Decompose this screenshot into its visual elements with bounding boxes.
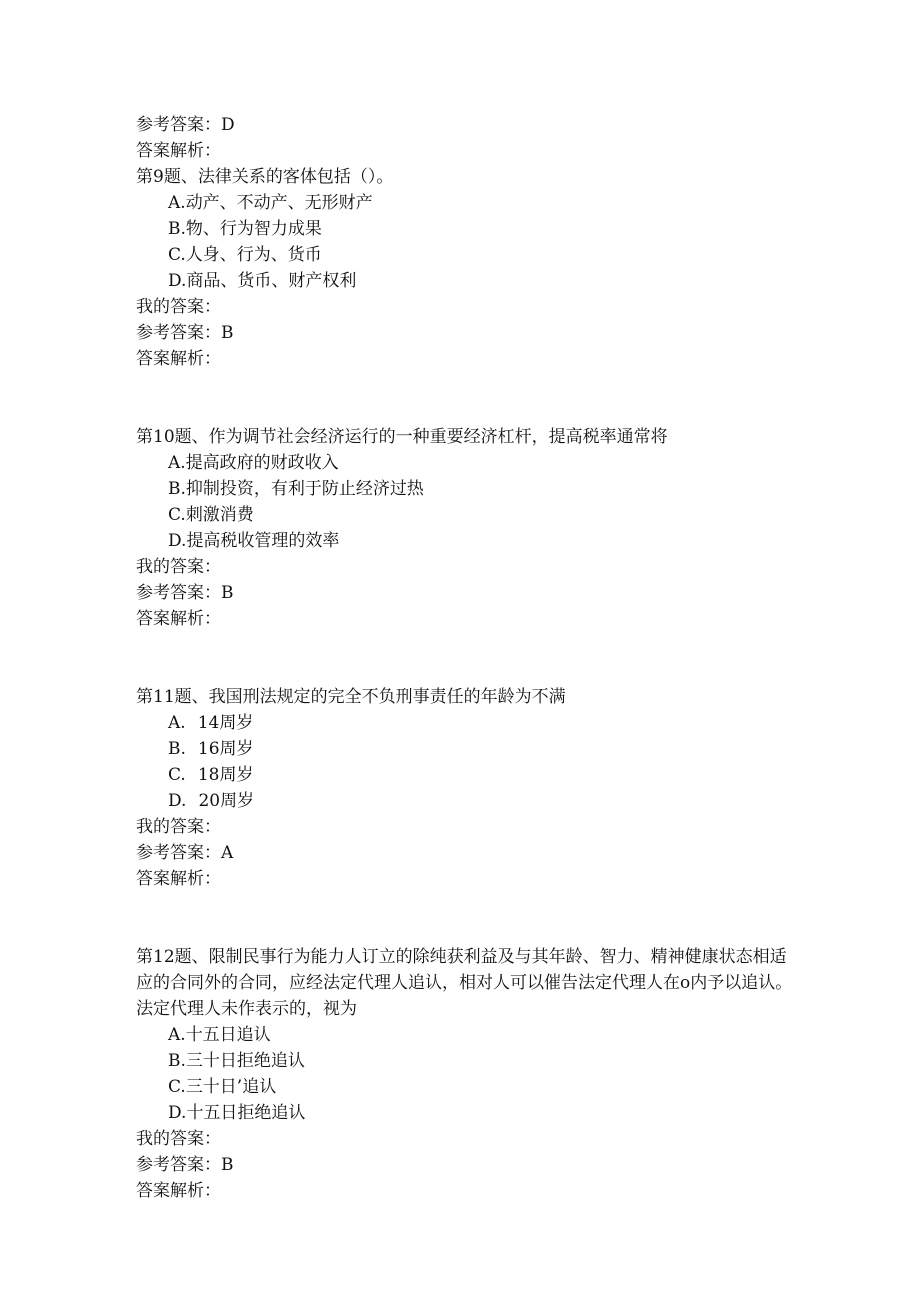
my-answer: 我的答案： <box>136 297 221 317</box>
option-b: B.抑制投资，有利于防止经济过热 <box>168 479 424 499</box>
analysis: 答案解析： <box>136 609 221 629</box>
analysis-prev: 答案解析： <box>136 141 221 161</box>
my-answer: 我的答案： <box>136 1129 221 1149</box>
question-12 <box>136 944 793 1204</box>
question-9 <box>136 164 786 372</box>
option-d: D.提高税收管理的效率 <box>168 531 340 551</box>
option-c: C.三十日’追认 <box>168 1077 277 1097</box>
option-d: D.十五日拒绝追认 <box>168 1103 306 1123</box>
ref-answer-prev: 参考答案：D <box>136 115 235 135</box>
ref-answer: 参考答案：B <box>136 583 234 603</box>
option-a: A. 14周岁 <box>168 713 254 733</box>
option-b: B. 16周岁 <box>168 739 254 759</box>
analysis: 答案解析： <box>136 1181 221 1201</box>
question-stem-line-1: 第12题、限制民事行为能力人订立的除纯获利益及与其年龄、智力、精神健康状态相适 <box>136 947 787 967</box>
option-a: A.动产、不动产、无形财产 <box>168 193 373 213</box>
ref-answer: 参考答案：A <box>136 843 234 863</box>
analysis: 答案解析： <box>136 869 221 889</box>
spacer <box>136 372 786 424</box>
exam-document <box>136 112 793 1204</box>
question-11 <box>136 684 786 892</box>
question-stem: 第11题、我国刑法规定的完全不负刑事责任的年龄为不满 <box>136 687 566 707</box>
option-a: A.十五日追认 <box>168 1025 271 1045</box>
option-d: D.商品、货币、财产权利 <box>168 271 357 291</box>
option-c: C.人身、行为、货币 <box>168 245 322 265</box>
question-stem-line-2: 应的合同外的合同，应经法定代理人追认，相对人可以催告法定代理人在o内予以追认。 <box>136 973 793 993</box>
spacer <box>136 892 786 944</box>
ref-answer: 参考答案：B <box>136 323 234 343</box>
analysis: 答案解析： <box>136 349 221 369</box>
question-stem: 第10题、作为调节社会经济运行的一种重要经济杠杆，提高税率通常将 <box>136 427 668 447</box>
option-d: D. 20周岁 <box>168 791 255 811</box>
spacer <box>136 632 786 684</box>
my-answer: 我的答案： <box>136 557 221 577</box>
option-b: B.三十日拒绝追认 <box>168 1051 305 1071</box>
question-stem-line-3: 法定代理人未作表示的，视为 <box>136 999 357 1019</box>
option-c: C. 18周岁 <box>168 765 254 785</box>
ref-answer: 参考答案：B <box>136 1155 234 1175</box>
option-a: A.提高政府的财政收入 <box>168 453 339 473</box>
question-stem: 第9题、法律关系的客体包括（）。 <box>136 167 394 187</box>
option-b: B.物、行为智力成果 <box>168 219 322 239</box>
my-answer: 我的答案： <box>136 817 221 837</box>
option-c: C.刺激消费 <box>168 505 254 525</box>
question-10 <box>136 424 786 632</box>
